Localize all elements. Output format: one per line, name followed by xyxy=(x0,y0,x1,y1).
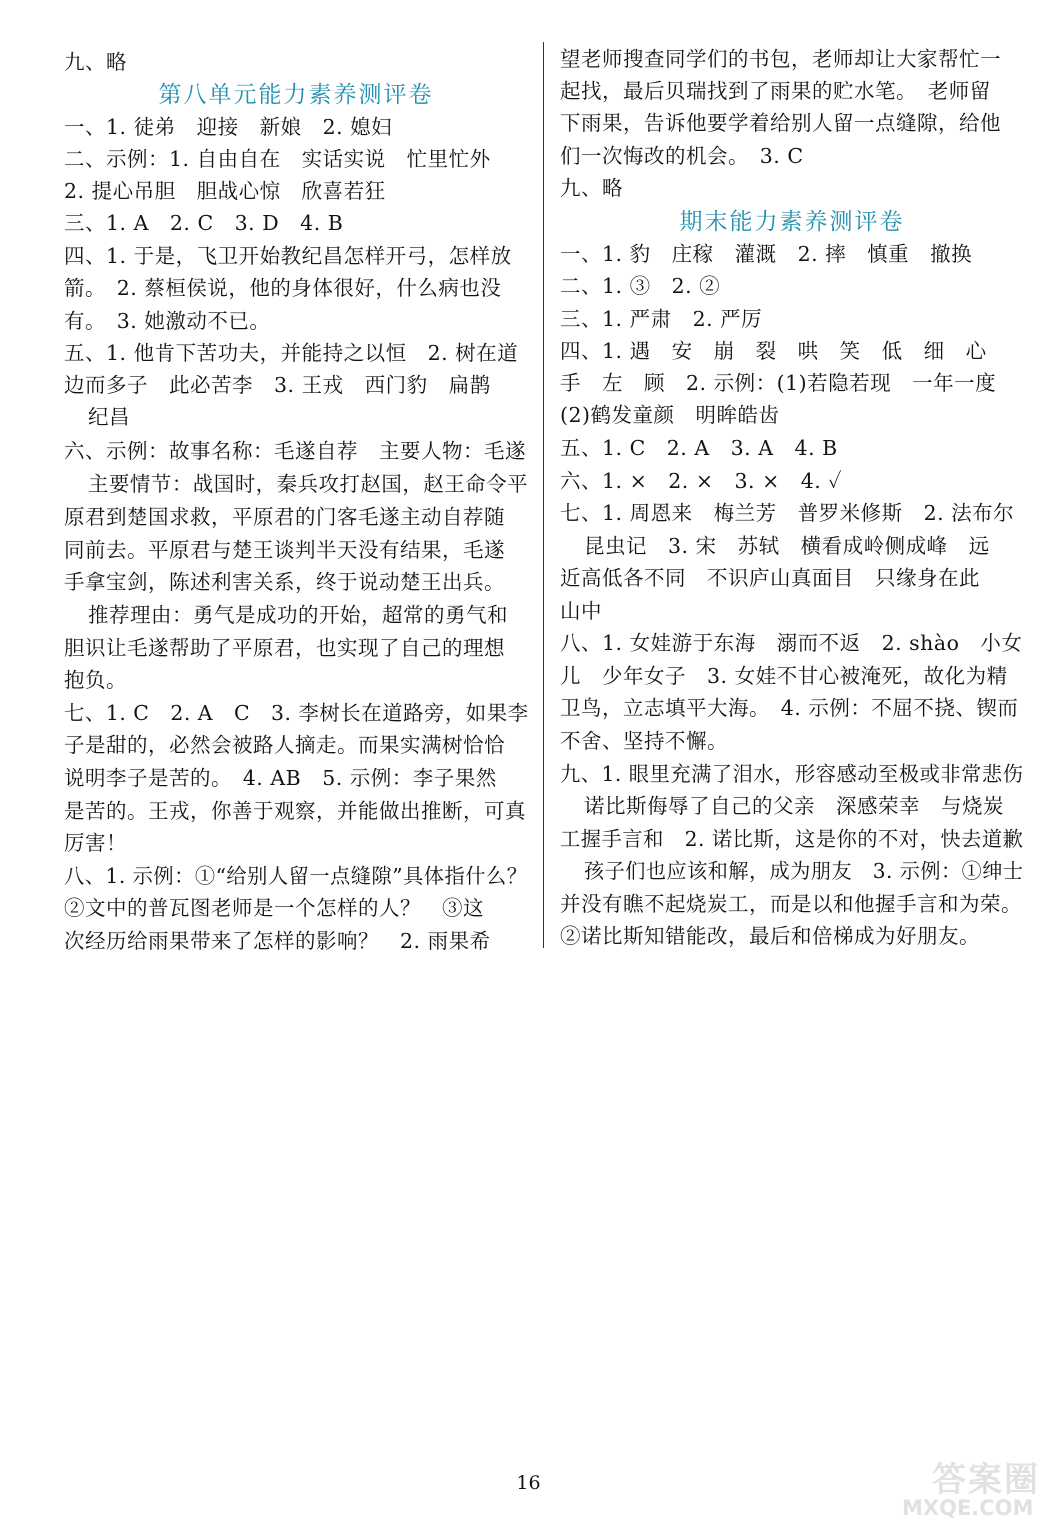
answer-line: 说明李子是苦的。 4. AB 5. 示例：李子果然 xyxy=(64,766,497,790)
answer-line: 工握手言和 2. 诺比斯，这是你的不对，快去道歉 xyxy=(560,827,1024,851)
watermark-url: MXQE.COM xyxy=(902,1496,1034,1520)
answer-line: 并没有瞧不起烧炭工，而是以和他握手言和为荣。 xyxy=(560,892,1022,916)
answer-line: 近高低各不同 不识庐山真面目 只缘身在此 xyxy=(560,566,980,590)
answer-line: 箭。 2. 蔡桓侯说，他的身体很好，什么病也没 xyxy=(64,276,502,300)
answer-line: 六、1. × 2. × 3. × 4. ✓ xyxy=(560,469,843,493)
answer-line: 儿 少年女子 3. 女娃不甘心被淹死，故化为精 xyxy=(560,664,1008,688)
answer-line: 胆识让毛遂帮助了平原君，也实现了自己的理想 xyxy=(64,636,505,660)
answer-line: 原君到楚国求救，平原君的门客毛遂主动自荐随 xyxy=(64,505,505,529)
answer-line: 山中 xyxy=(560,599,602,623)
answer-line: 手 左 顾 2. 示例：(1)若隐若现 一年一度 xyxy=(560,371,997,395)
answer-line: (2)鹤发童颜 明眸皓齿 xyxy=(560,403,780,427)
answer-line: 厉害！ xyxy=(64,831,127,855)
answer-line: 二、示例：1. 自由自在 实话实说 忙里忙外 xyxy=(64,147,491,171)
answer-line: 是苦的。王戎，你善于观察，并能做出推断，可真 xyxy=(64,799,526,823)
answer-line: 孩子们也应该和解，成为朋友 3. 示例：①绅士 xyxy=(584,859,1024,883)
section-title: 期末能力素养测评卷 xyxy=(679,209,905,235)
watermark-logo xyxy=(902,1452,1040,1526)
answer-line: 九、1. 眼里充满了泪水，形容感动至极或非常悲伤 xyxy=(560,762,1024,786)
answer-line: 五、1. C 2. A 3. A 4. B xyxy=(560,436,838,460)
answer-line: 七、1. 周恩来 梅兰芳 普罗米修斯 2. 法布尔 xyxy=(560,501,1015,525)
answer-line: 八、1. 女娃游于东海 溺而不返 2. shào 小女 xyxy=(560,631,1023,655)
answer-line: 子是甜的，必然会被路人摘走。而果实满树恰恰 xyxy=(64,733,505,757)
answer-line: 诺比斯侮辱了自己的父亲 深感荣幸 与烧炭 xyxy=(584,794,1004,818)
answer-line: 一、1. 徒弟 迎接 新娘 2. 媳妇 xyxy=(64,115,393,139)
answer-line: 二、1. ③ 2. ② xyxy=(560,274,721,298)
answer-line: 四、1. 遇 安 崩 裂 哄 笑 低 细 心 xyxy=(560,339,987,363)
answer-line: 纪昌 xyxy=(88,405,130,429)
answer-line: 次经历给雨果带来了怎样的影响？ 2. 雨果希 xyxy=(64,929,491,953)
answer-line: 手拿宝剑，陈述利害关系，终于说动楚王出兵。 xyxy=(64,570,505,594)
answer-line: 一、1. 豹 庄稼 灌溉 2. 摔 慎重 撤换 xyxy=(560,242,973,266)
answer-line: 五、1. 他肯下苦功夫，并能持之以恒 2. 树在道 xyxy=(64,341,519,365)
answer-line: 边而多子 此必苦李 3. 王戎 西门豹 扁鹊 xyxy=(64,373,491,397)
answer-line: 望老师搜查同学们的书包，老师却让大家帮忙一 xyxy=(560,47,1001,71)
answer-line: 九、略 xyxy=(560,176,623,200)
answer-line: 三、1. 严肃 2. 严厉 xyxy=(560,307,763,331)
answer-line: 推荐理由：勇气是成功的开始，超常的勇气和 xyxy=(88,603,508,627)
section-title: 第八单元能力素养测评卷 xyxy=(158,82,434,108)
answer-line: ②诺比斯知错能改，最后和倍梯成为好朋友。 xyxy=(560,924,980,948)
watermark-text: 答案圈 xyxy=(932,1460,1040,1500)
answer-line: 同前去。平原君与楚王谈判半天没有结果，毛遂 xyxy=(64,538,505,562)
answer-line: 不舍、坚持不懈。 xyxy=(560,729,728,753)
answer-line: 抱负。 xyxy=(64,668,127,692)
answer-line: 昆虫记 3. 宋 苏轼 横看成岭侧成峰 远 xyxy=(584,534,990,558)
page-number: 16 xyxy=(516,1472,541,1494)
answer-line: 九、略 xyxy=(64,50,127,74)
answer-line: 们一次悔改的机会。 3. C xyxy=(560,144,804,168)
answer-line: 八、1. 示例：①“给别人留一点缝隙”具体指什么？ xyxy=(64,864,528,888)
answer-line: 起找，最后贝瑞找到了雨果的贮水笔。 老师留 xyxy=(560,79,991,103)
answer-line: 四、1. 于是，飞卫开始教纪昌怎样开弓，怎样放 xyxy=(64,244,512,268)
answer-line: 卫鸟，立志填平大海。 4. 示例：不屈不挠、锲而 xyxy=(560,696,1019,720)
column-divider xyxy=(543,42,544,948)
answer-line: 有。 3. 她激动不已。 xyxy=(64,309,271,333)
answer-line: 下雨果，告诉他要学着给别人留一点缝隙，给他 xyxy=(560,111,1001,135)
answer-line: 七、1. C 2. A C 3. 李树长在道路旁，如果李 xyxy=(64,701,529,725)
answer-line: 主要情节：战国时，秦兵攻打赵国，赵王命令平 xyxy=(88,472,529,496)
answer-line: 2. 提心吊胆 胆战心惊 欣喜若狂 xyxy=(64,179,386,203)
answer-line: 三、1. A 2. C 3. D 4. B xyxy=(64,211,344,235)
answer-line: ②文中的普瓦图老师是一个怎样的人？ ③这 xyxy=(64,896,484,920)
answer-line: 六、示例：故事名称：毛遂自荐 主要人物：毛遂 xyxy=(64,439,526,463)
